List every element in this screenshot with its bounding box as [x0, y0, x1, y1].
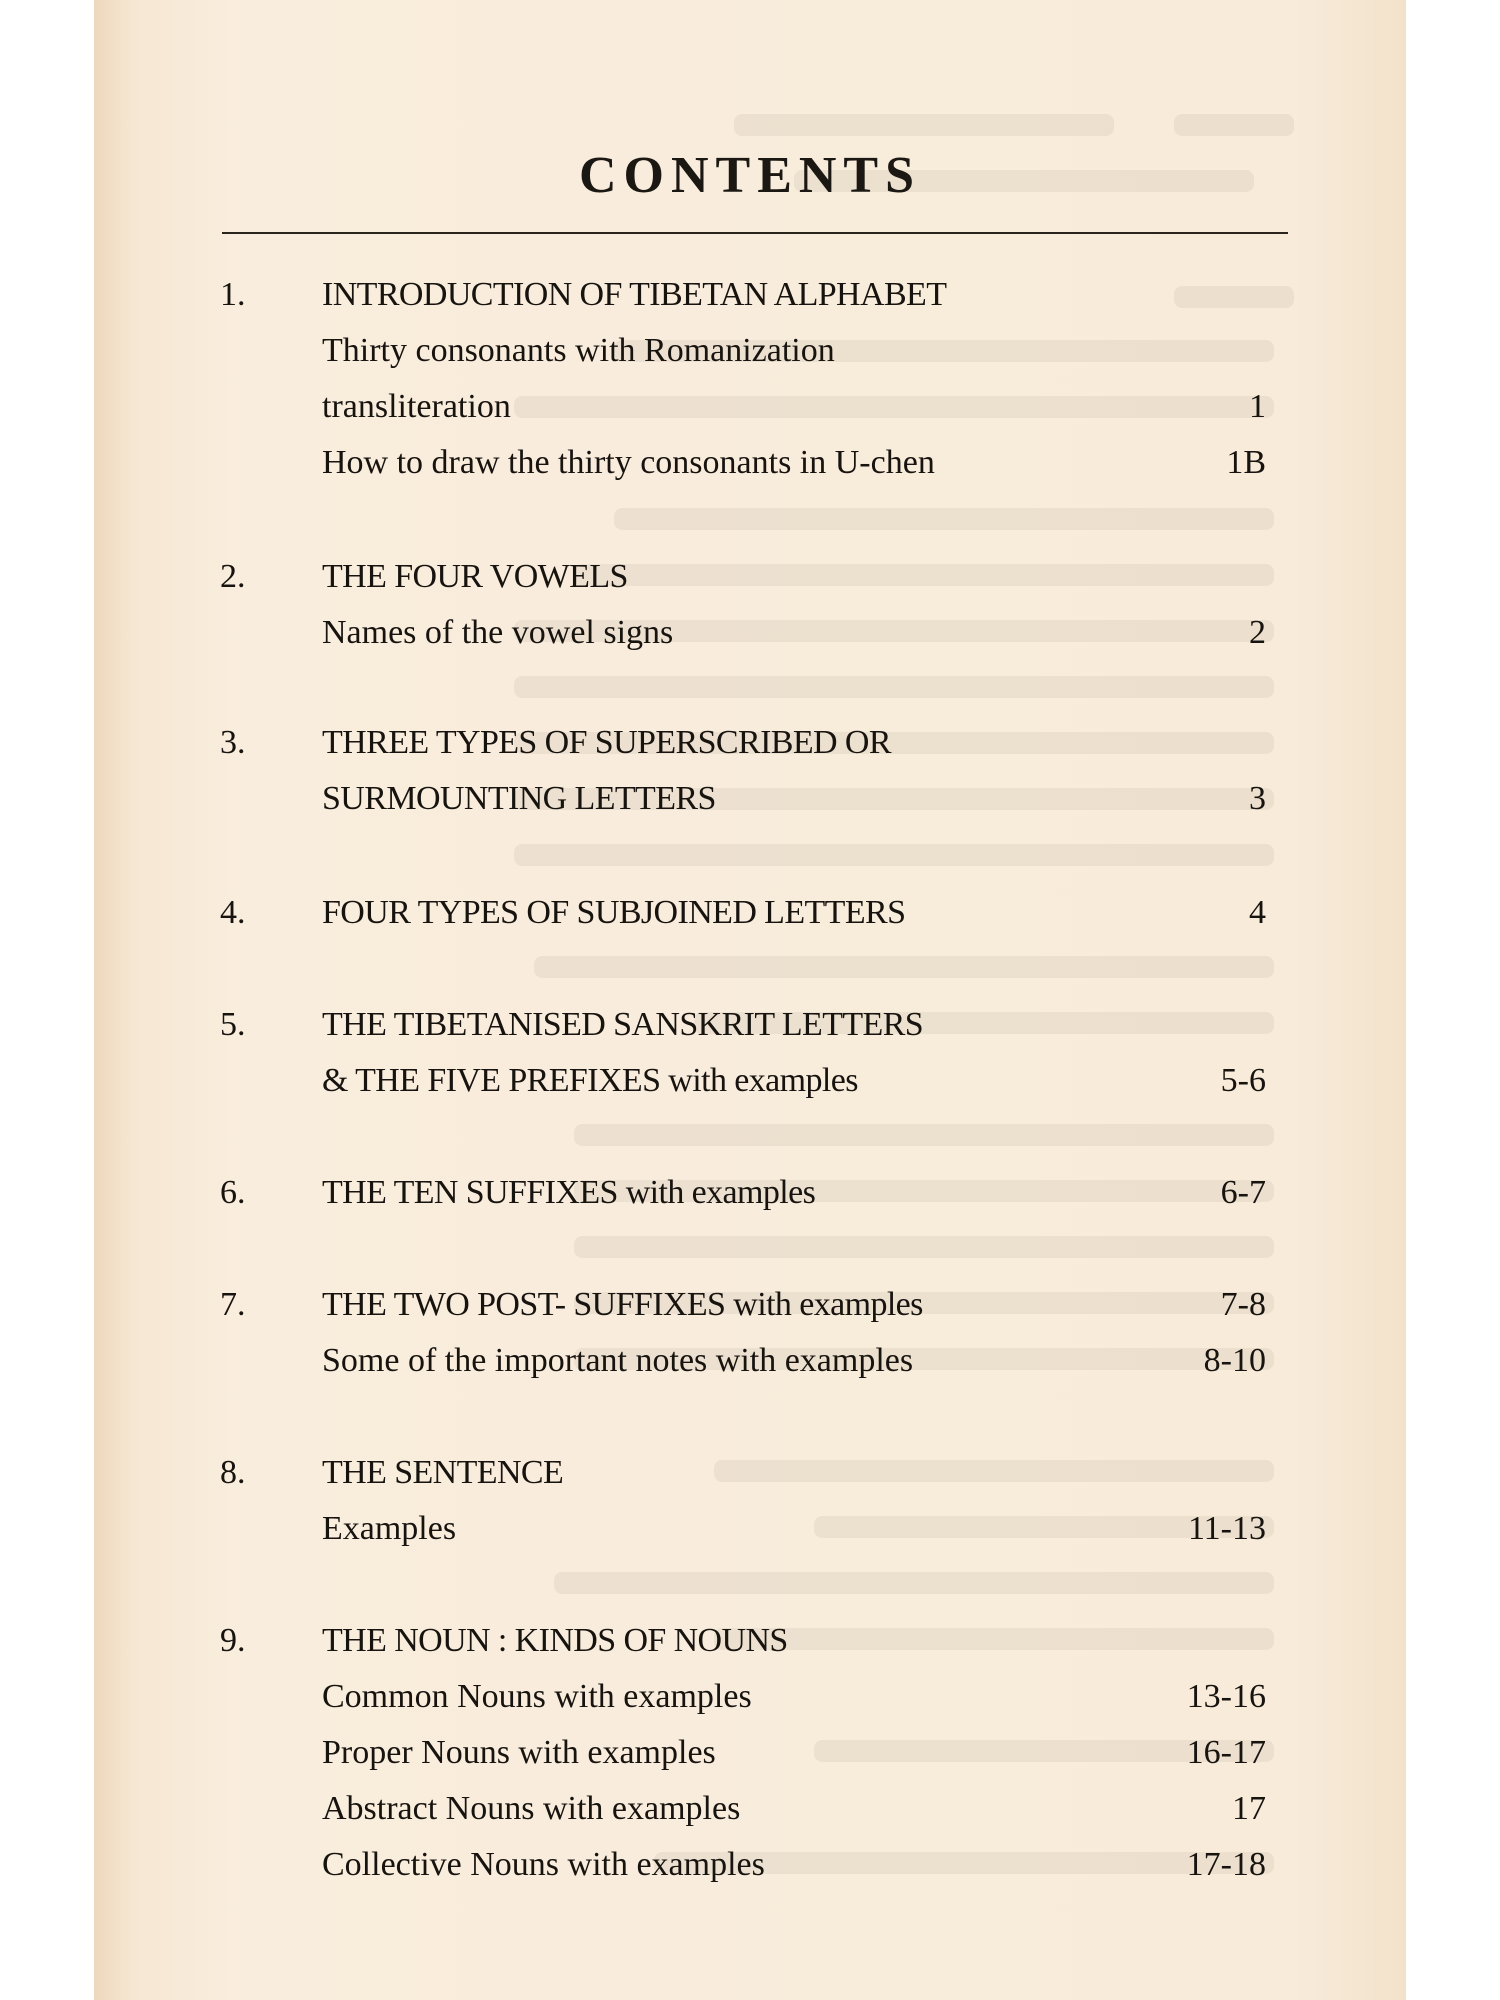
section-heading: THE NOUN : KINDS OF NOUNS [322, 1622, 788, 1659]
entry-page: 1B [1226, 444, 1266, 481]
entry-page: 1 [1249, 388, 1266, 425]
toc-entry [94, 1846, 1406, 1890]
entry-text: Some of the important notes with examples [322, 1342, 914, 1379]
entry-text: transliteration [322, 388, 511, 425]
section-heading-continued: SURMOUNTING LETTERS [322, 780, 716, 817]
toc-entry [94, 1790, 1406, 1834]
section-heading: THREE TYPES OF SUPERSCRIBED OR [322, 724, 891, 761]
toc-entry [94, 388, 1406, 432]
entry-page: 17 [1232, 1790, 1266, 1827]
table-of-contents [94, 0, 1406, 2000]
entry-page: 8-10 [1203, 1342, 1266, 1379]
toc-section-1-heading [94, 276, 1406, 320]
section-heading: THE FOUR VOWELS [322, 558, 628, 595]
toc-entry [94, 1734, 1406, 1778]
page-title: CONTENTS [578, 147, 922, 204]
entry-text: Common Nouns with examples [322, 1678, 752, 1715]
entry-page: 16-17 [1186, 1734, 1266, 1771]
section-number: 9. [220, 1622, 246, 1659]
section-number: 8. [220, 1454, 246, 1491]
toc-section-3-heading [94, 724, 1406, 768]
toc-section-9-heading [94, 1622, 1406, 1666]
toc-section-5-heading [94, 1006, 1406, 1050]
section-heading: INTRODUCTION OF TIBETAN ALPHABET [322, 276, 947, 313]
entry-text: Thirty consonants with Romanization [322, 332, 835, 369]
section-number: 1. [220, 276, 246, 313]
section-page: 7-8 [1220, 1286, 1266, 1323]
entry-text: Collective Nouns with examples [322, 1846, 765, 1883]
toc-entry [94, 1510, 1406, 1554]
section-number: 3. [220, 724, 246, 761]
toc-section-3-heading-cont [94, 780, 1406, 824]
toc-section-5-heading-cont [94, 1062, 1406, 1106]
section-number: 2. [220, 558, 246, 595]
entry-text: How to draw the thirty consonants in U-chen [322, 444, 935, 481]
entry-text: Examples [322, 1510, 457, 1547]
section-page: 5-6 [1220, 1062, 1266, 1099]
section-page: 6-7 [1220, 1174, 1266, 1211]
toc-entry [94, 614, 1406, 658]
section-number: 5. [220, 1006, 246, 1043]
toc-section-2-heading [94, 558, 1406, 602]
section-heading: THE TIBETANISED SANSKRIT LETTERS [322, 1006, 924, 1043]
entry-text: Proper Nouns with examples [322, 1734, 716, 1771]
section-heading: FOUR TYPES OF SUBJOINED LETTERS [322, 894, 906, 931]
section-page: 3 [1249, 780, 1266, 817]
entry-page: 17-18 [1186, 1846, 1266, 1883]
entry-text: Abstract Nouns with examples [322, 1790, 741, 1827]
toc-entry [94, 1342, 1406, 1386]
section-number: 6. [220, 1174, 246, 1211]
section-heading-continued: & THE FIVE PREFIXES with examples [322, 1062, 858, 1099]
section-heading: THE SENTENCE [322, 1454, 564, 1491]
toc-section-8-heading [94, 1454, 1406, 1498]
toc-section-7-heading [94, 1286, 1406, 1330]
entry-page: 2 [1249, 614, 1266, 651]
entry-page: 11-13 [1187, 1510, 1266, 1547]
section-page: 4 [1249, 894, 1266, 931]
section-number: 4. [220, 894, 246, 931]
paper-sheet [94, 0, 1406, 2000]
toc-section-6-heading [94, 1174, 1406, 1218]
section-heading: THE TWO POST- SUFFIXES with examples [322, 1286, 923, 1323]
toc-entry [94, 1678, 1406, 1722]
toc-section-4-heading [94, 894, 1406, 938]
entry-page: 13-16 [1186, 1678, 1266, 1715]
entry-text: Names of the vowel signs [322, 614, 674, 651]
section-number: 7. [220, 1286, 246, 1323]
toc-entry [94, 332, 1406, 376]
section-heading: THE TEN SUFFIXES with examples [322, 1174, 816, 1211]
toc-entry [94, 444, 1406, 488]
